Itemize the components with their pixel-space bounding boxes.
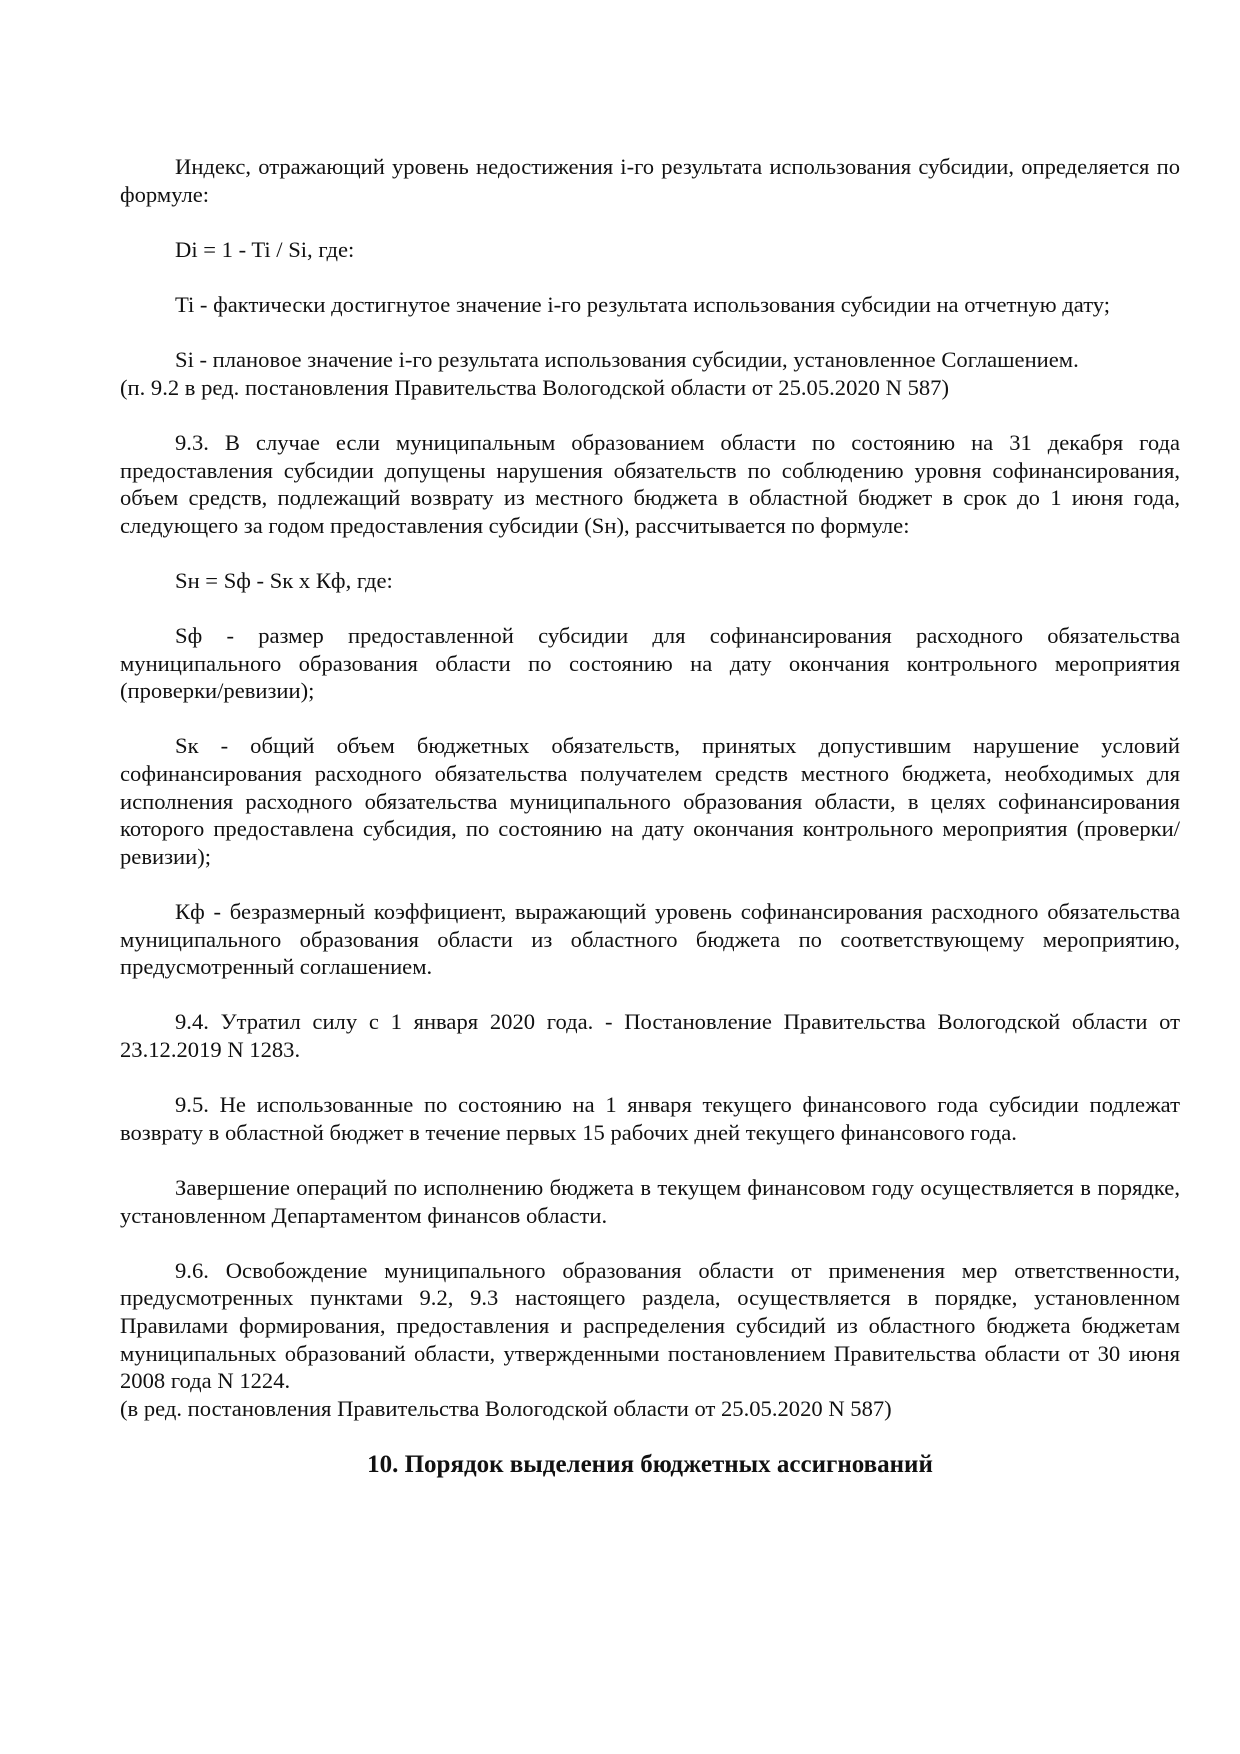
document-page (120, 153, 1180, 1480)
paragraph-9-3: 9.3. В случае если муниципальным образованием области по состоянию на 31 декабря года предоставления субсидии допущены нарушения обязательств по соблюдению уровня софинансирования, объем средств, подлежащий возврату из местного бюджета в областной бюджет в срок до 1 июня года, следующего за годом предоставления субсидии (Sн), рассчитывается по формуле: (120, 429, 1180, 538)
paragraph-9-6: 9.6. Освобождение муниципального образования области от применения мер ответственности, предусмотренных пунктами 9.2, 9.3 настоящего раздела, осуществляется в порядке, установленном Правилами формирования, предоставления и распределения субсидий из областного бюджета бюджетам муниципальных образований области, утвержденными постановлением Правительства области от 30 июня 2008 года N 1224. (120, 1257, 1180, 1394)
paragraph-9-5: 9.5. Не использованные по состоянию на 1 января текущего финансового года субсидии подлежат возврату в областной бюджет в течение первых 15 рабочих дней текущего финансового года. (120, 1092, 1180, 1145)
formula-di: Di = 1 - Ti / Si, где: (175, 236, 355, 262)
paragraph-ti: Ti - фактически достигнутое значение i-го результата использования субсидии на отчетную дату; (175, 291, 1111, 317)
amendment-note-9-6: (в ред. постановления Правительства Вологодской области от 25.05.2020 N 587) (120, 1395, 892, 1421)
paragraph-9-4: 9.4. Утратил силу с 1 января 2020 года. - Постановление Правительства Вологодской области от 23.12.2019 N 1283. (120, 1009, 1180, 1062)
paragraph-budget-completion: Завершение операций по исполнению бюджета в текущем финансовом году осуществляется в порядке, установленном Департаментом финансов области. (120, 1174, 1180, 1228)
amendment-note-9-2: (п. 9.2 в ред. постановления Правительства Вологодской области от 25.05.2020 N 587) (120, 374, 949, 400)
section-heading-10: 10. Порядок выделения бюджетных ассигнований (367, 1450, 933, 1478)
paragraph-sk: Sк - общий объем бюджетных обязательств, принятых допустившим нарушение условий софинансирования расходного обязательства получателем средств местного бюджета, необходимых для исполнения расходного обязательства муниципального образования области, в целях софинансирования которого предоставлена субсидия, по состоянию на дату окончания контрольного мероприятия (проверки/ревизии); (120, 733, 1180, 869)
paragraph-sf: Sф - размер предоставленной субсидии для софинансирования расходного обязательства муниципального образования области по состоянию на дату окончания контрольного мероприятия (проверки/ревизии); (120, 623, 1180, 704)
paragraph-si: Si - плановое значение i-го результата использования субсидии, установленное Соглашением. (175, 347, 1079, 373)
paragraph-kf: Кф - безразмерный коэффициент, выражающий уровень софинансирования расходного обязательства муниципального образования области из областного бюджета по соответствующему мероприятию, предусмотренный соглашением. (120, 899, 1180, 980)
paragraph-index-definition: Индекс, отражающий уровень недостижения i-го результата использования субсидии, определяется по формуле: (120, 154, 1180, 207)
formula-sn: Sн = Sф - Sк x Кф, где: (175, 567, 393, 593)
